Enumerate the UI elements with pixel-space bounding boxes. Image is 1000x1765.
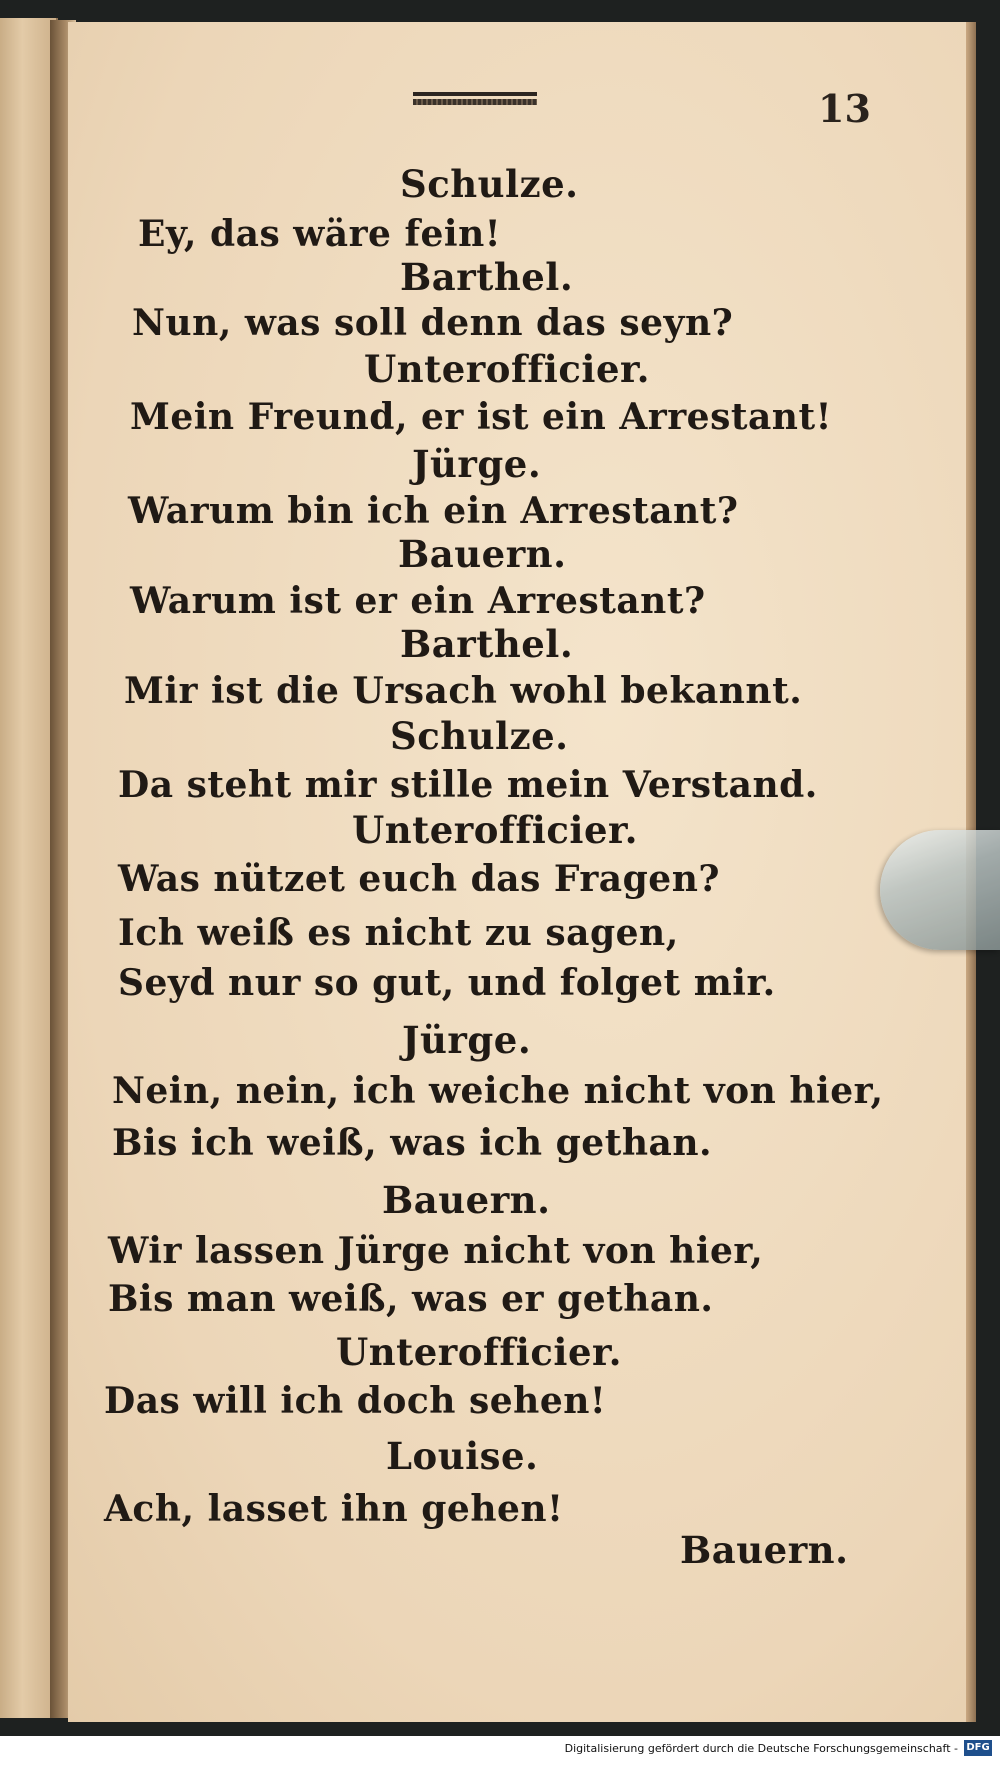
speaker-label: Bauern. xyxy=(382,1178,551,1222)
speaker-label: Unterofficier. xyxy=(336,1330,622,1374)
verse-line: Da steht mir stille mein Verstand. xyxy=(118,764,818,806)
header-rule-ornament xyxy=(413,90,537,110)
catchword: Bauern. xyxy=(680,1528,849,1572)
verse-line: Ich weiß es nicht zu sagen, xyxy=(118,912,679,954)
verse-line: Seyd nur so gut, und folget mir. xyxy=(118,962,776,1004)
speaker-label: Barthel. xyxy=(400,622,574,666)
speaker-label: Schulze. xyxy=(390,714,569,758)
speaker-label: Schulze. xyxy=(400,162,579,206)
verse-line: Das will ich doch sehen! xyxy=(104,1380,607,1422)
speaker-label: Barthel. xyxy=(400,255,574,299)
speaker-label: Unterofficier. xyxy=(364,347,650,391)
verse-line: Bis ich weiß, was ich gethan. xyxy=(112,1122,713,1164)
verse-line: Warum bin ich ein Arrestant? xyxy=(128,490,739,532)
verse-line: Wir lassen Jürge nicht von hier, xyxy=(108,1230,764,1272)
verse-line: Ey, das wäre fein! xyxy=(138,213,502,255)
page-number: 13 xyxy=(818,86,871,131)
verse-line: Nun, was soll denn das seyn? xyxy=(132,302,734,344)
funding-notice: Digitalisierung gefördert durch die Deutsche Forschungsgemeinschaft - xyxy=(564,1742,958,1755)
verse-line: Nein, nein, ich weiche nicht von hier, xyxy=(112,1070,884,1112)
dfg-logo: DFG xyxy=(964,1740,992,1756)
speaker-label: Jürge. xyxy=(402,1018,532,1062)
speaker-label: Louise. xyxy=(386,1434,539,1478)
verse-line: Was nützet euch das Fragen? xyxy=(118,858,720,900)
verse-line: Mein Freund, er ist ein Arrestant! xyxy=(130,396,832,438)
speaker-label: Jürge. xyxy=(412,442,542,486)
speaker-label: Bauern. xyxy=(398,532,567,576)
speaker-label: Unterofficier. xyxy=(352,808,638,852)
footer-bar xyxy=(0,1736,1000,1765)
verse-line: Mir ist die Ursach wohl bekannt. xyxy=(124,670,803,712)
verse-line: Ach, lasset ihn gehen! xyxy=(104,1488,564,1530)
verse-line: Warum ist er ein Arrestant? xyxy=(130,580,706,622)
verse-line: Bis man weiß, was er gethan. xyxy=(108,1278,714,1320)
page-clip xyxy=(880,830,1000,950)
